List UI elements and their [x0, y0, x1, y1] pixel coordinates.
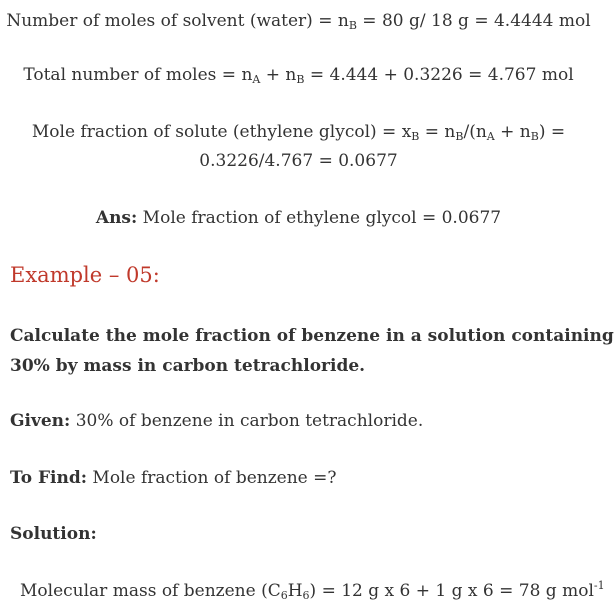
subscript: B: [348, 19, 357, 32]
subscript: A: [252, 73, 261, 86]
subscript: 6: [280, 589, 288, 602]
given-line: [10, 410, 597, 432]
subscript: B: [530, 130, 539, 143]
mole-fraction-result: 0.3226/4.767 = 0.0677: [199, 151, 398, 171]
moles-solvent-line: [0, 10, 597, 32]
plus-text: + n: [260, 65, 297, 85]
example-heading: Example – 05:: [10, 263, 160, 287]
total-moles-text: Total number of moles = n: [23, 65, 253, 85]
equals-text: = n: [419, 122, 456, 142]
question-line-1: Calculate the mole fraction of benzene in a solution containing: [10, 326, 614, 346]
given-label: Given:: [10, 411, 71, 431]
molecular-mass-line: [20, 579, 605, 602]
to-find-line: [10, 467, 597, 489]
mole-fraction-text: Mole fraction of solute (ethylene glycol) = x: [31, 122, 412, 142]
subscript: 6: [302, 589, 310, 602]
subscript: A: [486, 130, 495, 143]
total-moles-line: [0, 64, 597, 86]
solution-label: Solution:: [10, 524, 97, 544]
answer-text: Mole fraction of ethylene glycol = 0.0677: [137, 208, 502, 228]
molecular-mass-text: Molecular mass of benzene (C: [20, 581, 281, 601]
mole-fraction-line: [0, 121, 597, 143]
divide-text: /(n: [463, 122, 487, 142]
total-moles-value: = 4.444 + 0.3226 = 4.767 mol: [304, 65, 574, 85]
answer-line: [0, 207, 597, 229]
subscript: B: [455, 130, 464, 143]
hydrogen-text: H: [287, 581, 303, 601]
to-find-label: To Find:: [10, 468, 88, 488]
moles-solvent-text: Number of moles of solvent (water) = n: [6, 11, 349, 31]
moles-solvent-value: = 80 g/ 18 g = 4.4444 mol: [356, 11, 591, 31]
plus-text: + n: [494, 122, 531, 142]
superscript: -1: [593, 579, 605, 592]
mole-fraction-result-line: [0, 150, 597, 172]
subscript: B: [411, 130, 420, 143]
to-find-text: Mole fraction of benzene =?: [87, 468, 337, 488]
given-text: 30% of benzene in carbon tetrachloride.: [70, 411, 424, 431]
answer-label: Ans:: [95, 208, 138, 228]
molecular-mass-value: ) = 12 g x 6 + 1 g x 6 = 78 g mol: [309, 581, 594, 601]
subscript: B: [296, 73, 305, 86]
closing-text: ) =: [538, 122, 566, 142]
question-line-2: 30% by mass in carbon tetrachloride.: [10, 356, 366, 376]
